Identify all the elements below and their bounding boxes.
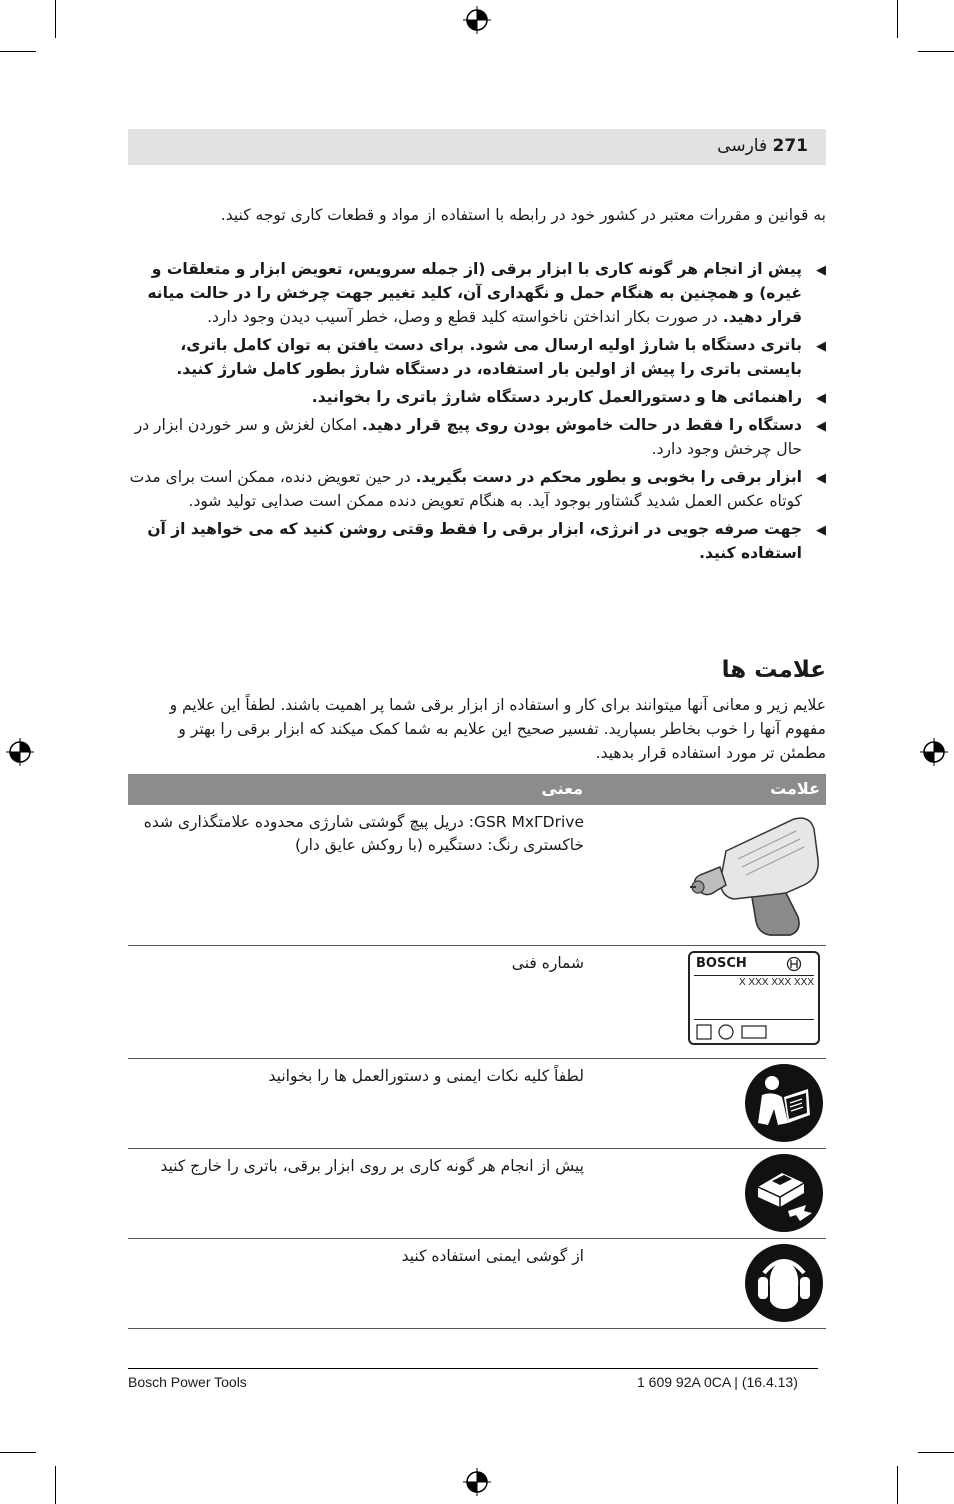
divider (694, 1019, 814, 1020)
list-item (128, 413, 826, 461)
crop-mark (55, 0, 56, 38)
symbol-cell (681, 1239, 826, 1328)
triangle-bullet-icon: ◀ (816, 263, 826, 278)
divider (694, 975, 814, 976)
crop-mark (897, 1466, 898, 1504)
bullet-bold-text: جهت صرفه جویی در انرژی، ابزار برقی را فقط وقتی روشن کنید که می خواهید از آن استفاده کنید. (147, 520, 802, 562)
section-title: علامت ها (721, 657, 826, 683)
bullet-text: در حین تعویض دنده، ممکن است برای مدت کوتاه عکس العمل شدید گشتاور بوجود آید. به هنگام تعویض دنده ممکن است صدایی تولید شود. (129, 468, 802, 510)
bullet-text: امکان لغزش و سر خوردن ابزار در حال چرخش وجود دارد. (134, 416, 802, 458)
meaning-cell: شماره فنی (511, 954, 584, 972)
crop-mark (918, 1452, 954, 1453)
page-header (128, 129, 826, 165)
registration-mark-icon (463, 1468, 491, 1496)
section-intro: علایم زیر و معانی آنها میتوانند برای کار و استفاده از ابزار برقی شما پر اهمیت باشند. لطفاً این علایم و مفهوم آنها را خوب بخاطر بسپارید. تفسیر صحیح این علایم به شما کمک میکند که ابزار برقی را بهتر و مطمئن تر مورد استفاده قرار بدهید. (169, 696, 826, 762)
bullet-bold-text: راهنمائی ها و دستورالعمل کاربرد دستگاه شارژ باتری را بخوانید. (311, 388, 802, 406)
list-item (128, 385, 826, 409)
article-number: X XXX XXX XXX (738, 977, 814, 988)
list-item (128, 465, 826, 513)
triangle-bullet-icon: ◀ (816, 419, 826, 434)
list-item (128, 333, 826, 381)
column-header-meaning: معنی (541, 779, 583, 798)
list-item (128, 517, 826, 565)
triangle-bullet-icon: ◀ (816, 471, 826, 486)
symbol-cell (681, 946, 826, 1058)
bullet-bold-text: ابزار برقی را بخوبی و بطور محکم در دست بگیرید. (415, 468, 802, 486)
column-header-symbol: علامت (770, 779, 820, 798)
registration-mark-icon (920, 738, 948, 766)
table-row (128, 946, 826, 1059)
crop-mark (918, 51, 954, 52)
crop-mark (0, 1452, 36, 1453)
crop-mark (0, 51, 36, 52)
symbol-cell (681, 1149, 826, 1238)
table-row (128, 1239, 826, 1329)
cordless-screwdriver-image (686, 807, 826, 939)
meaning-cell: پیش از انجام هر گونه کاری بر روی ابزار برقی، باتری را خارج کنید (160, 1157, 584, 1175)
footer-document-number: 1 609 92A 0CA | (16.4.13) (637, 1374, 798, 1390)
registration-mark-icon (463, 6, 491, 34)
registration-mark-icon (6, 738, 34, 766)
table-header (128, 774, 826, 805)
list-item (128, 257, 826, 329)
symbols-table (128, 774, 826, 1329)
language-label: فارسی (717, 136, 768, 156)
bullet-bold-text: دستگاه را فقط در حالت خاموش بودن روی پیچ قرار دهید. (361, 416, 802, 434)
crop-mark (897, 0, 898, 38)
triangle-bullet-icon: ◀ (816, 339, 826, 354)
footer-publisher: Bosch Power Tools (128, 1374, 247, 1390)
table-row (128, 805, 826, 946)
meaning-cell: لطفاً کلیه نکات ایمنی و دستورالعمل ها را بخوانید (268, 1067, 584, 1085)
remove-battery-icon (744, 1153, 824, 1233)
intro-paragraph: به قوانین و مقررات معتبر در کشور خود در رابطه با استفاده از مواد و قطعات کاری توجه کنید. (220, 206, 826, 224)
header-label (717, 136, 808, 156)
meaning-cell: GSR MxΓDrive: دریل پیچ گوشتی شارژی محدوده علامتگذاری شده خاکستری رنگ: دستگیره (با روکش عایق دار) (143, 813, 584, 854)
safety-bullet-list (128, 257, 826, 569)
bullet-bold-text: پیش از انجام هر گونه کاری با ابزار برقی (از جمله سرویس، تعویض ابزار و متعلقات و غیره) و همچنین به هنگام حمل و نگهداری آن، کلید تغییر جهت چرخش را در حالت میانه قرار دهید. (147, 260, 802, 326)
crop-mark (55, 1466, 56, 1504)
symbol-cell (681, 1059, 826, 1148)
bullet-text: در صورت بکار انداختن ناخواسته کلید قطع و وصل، خطر آسیب دیدن وجود دارد. (207, 308, 723, 326)
read-manual-icon (744, 1063, 824, 1143)
page-number: 271 (772, 136, 808, 156)
table-row (128, 1149, 826, 1239)
bosch-armature-icon (786, 956, 802, 972)
triangle-bullet-icon: ◀ (816, 391, 826, 406)
table-row (128, 1059, 826, 1149)
footer-divider (128, 1368, 818, 1369)
brand-logo-text: BOSCH (696, 956, 747, 971)
meaning-cell: از گوشی ایمنی استفاده کنید (401, 1247, 584, 1265)
ear-protection-icon (744, 1243, 824, 1323)
bullet-bold-text: باتری دستگاه با شارژ اولیه ارسال می شود. برای دست یافتن به توان کامل باتری، بایستی باتری را پیش از اولین بار استفاده، در دستگاه شارژ بطور کامل شارژ کنید. (176, 336, 802, 378)
type-plate-label (688, 951, 820, 1045)
triangle-bullet-icon: ◀ (816, 523, 826, 538)
symbol-cell (681, 805, 826, 945)
label-symbols-icon (696, 1023, 776, 1041)
